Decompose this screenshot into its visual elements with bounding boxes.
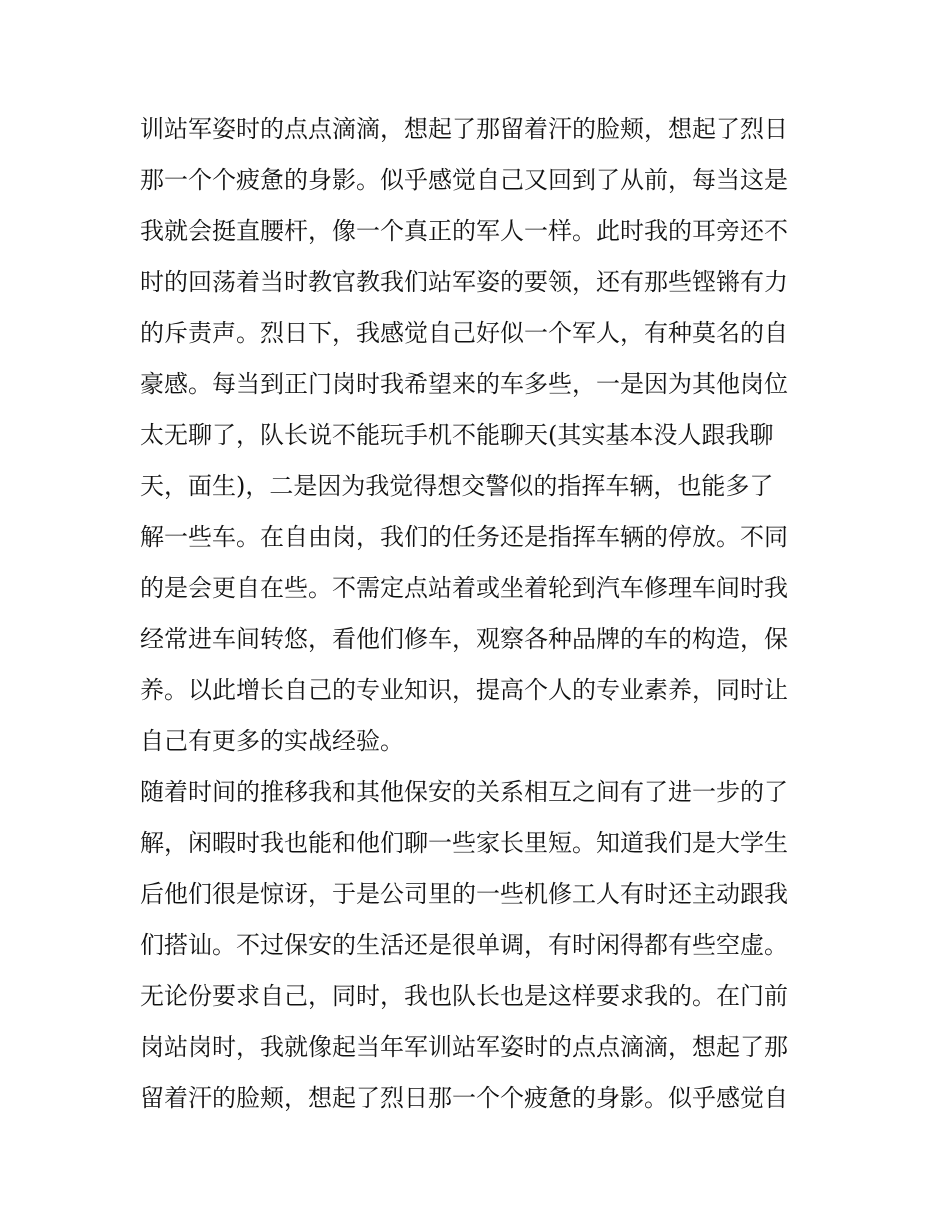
text-line-13: 自己有更多的实战经验。 — [140, 727, 404, 755]
text-line-12: 养。以此增长自己的专业知识，提高个人的专业素养，同时让 — [140, 676, 788, 704]
body-text — [140, 104, 820, 1124]
text-line-7: 太无聊了，队长说不能玩手机不能聊天(其实基本没人跟我聊 — [140, 421, 774, 449]
text-line-6: 豪感。每当到正门岗时我希望来的车多些，一是因为其他岗位 — [140, 370, 788, 398]
text-line-15: 解，闲暇时我也能和他们聊一些家长里短。知道我们是大学生 — [140, 829, 788, 857]
text-line-19: 岗站岗时，我就像起当年军训站军姿时的点点滴滴，想起了那 — [140, 1033, 788, 1061]
text-line-3: 我就会挺直腰杆，像一个真正的军人一样。此时我的耳旁还不 — [140, 217, 788, 245]
text-line-17: 们搭讪。不过保安的生活还是很单调，有时闲得都有些空虚。 — [140, 931, 788, 959]
text-line-20: 留着汗的脸颊，想起了烈日那一个个疲惫的身影。似乎感觉自 — [140, 1084, 788, 1112]
text-line-5: 的斥责声。烈日下，我感觉自己好似一个军人，有种莫名的自 — [140, 319, 788, 347]
text-line-8: 天，面生)，二是因为我觉得想交警似的指挥车辆，也能多了 — [140, 472, 774, 500]
text-line-10: 的是会更自在些。不需定点站着或坐着轮到汽车修理车间时我 — [140, 574, 788, 602]
text-line-18: 无论份要求自己，同时，我也队长也是这样要求我的。在门前 — [140, 982, 788, 1010]
text-line-11: 经常进车间转悠，看他们修车，观察各种品牌的车的构造，保 — [140, 625, 788, 653]
text-line-4: 时的回荡着当时教官教我们站军姿的要领，还有那些铿锵有力 — [140, 268, 788, 296]
text-line-1: 训站军姿时的点点滴滴，想起了那留着汗的脸颊，想起了烈日 — [140, 115, 788, 143]
text-line-14: 随着时间的推移我和其他保安的关系相互之间有了进一步的了 — [140, 778, 788, 806]
text-line-16: 后他们很是惊讶，于是公司里的一些机修工人有时还主动跟我 — [140, 880, 788, 908]
text-line-2: 那一个个疲惫的身影。似乎感觉自己又回到了从前，每当这是 — [140, 166, 788, 194]
text-line-9: 解一些车。在自由岗，我们的任务还是指挥车辆的停放。不同 — [140, 523, 788, 551]
